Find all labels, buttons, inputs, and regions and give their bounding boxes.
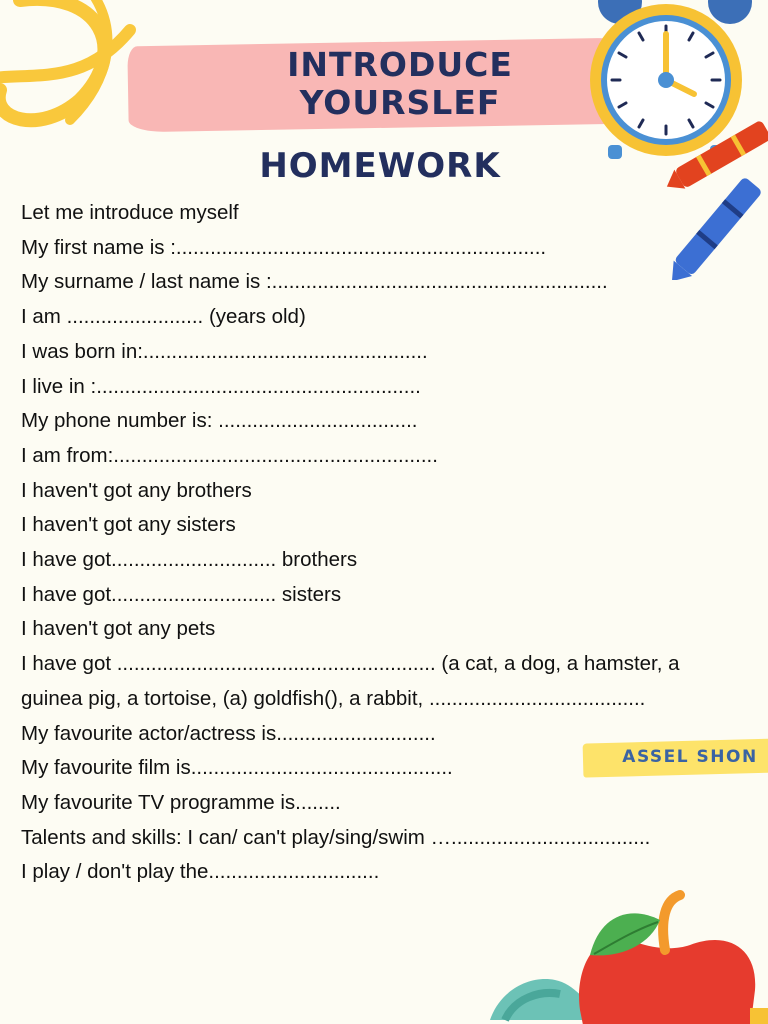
worksheet-line: I play / don't play the.............................. <box>21 860 380 884</box>
worksheet-line: I haven't got any sisters <box>21 513 236 537</box>
worksheet-line: I haven't got any pets <box>21 617 216 641</box>
worksheet-line: My favourite film is.............................................. <box>21 756 453 780</box>
apple-icon <box>480 880 768 1024</box>
worksheet-line: I haven't got any brothers <box>21 478 252 502</box>
worksheet-line: I have got............................. sisters <box>21 582 342 606</box>
page-subtitle: HOMEWORK <box>259 146 501 186</box>
worksheet-line: I was born in:.................................................. <box>21 339 428 363</box>
page-title: INTRODUCE YOURSLEF <box>287 45 513 122</box>
worksheet-line: I have got ........................................................ (a cat, a dog, a hamster, a guinea pig, a tortoise, (a) goldfish(), a rabbit, ...................................... <box>21 652 680 710</box>
worksheet-line: My favourite TV programme is........ <box>21 790 341 814</box>
worksheet-line: My first name is :................................................................. <box>21 235 547 259</box>
worksheet-line: I am ........................ (years old) <box>21 305 306 329</box>
worksheet-lines <box>21 196 751 890</box>
worksheet-line: Let me introduce myself <box>21 201 239 224</box>
worksheet-line: My surname / last name is :........................................................... <box>21 270 608 294</box>
author-name: ASSEL SHON <box>622 747 758 767</box>
worksheet-line: I am from:......................................................... <box>21 443 438 467</box>
worksheet-line: My favourite actor/actress is............................ <box>21 721 436 745</box>
worksheet-line: Talents and skills: I can/ can't play/sing/swim …................................... <box>21 825 651 849</box>
worksheet-line: My phone number is: ................................... <box>21 409 418 433</box>
worksheet-line: I have got............................. brothers <box>21 548 358 572</box>
worksheet-line: I live in :......................................................... <box>21 374 421 398</box>
